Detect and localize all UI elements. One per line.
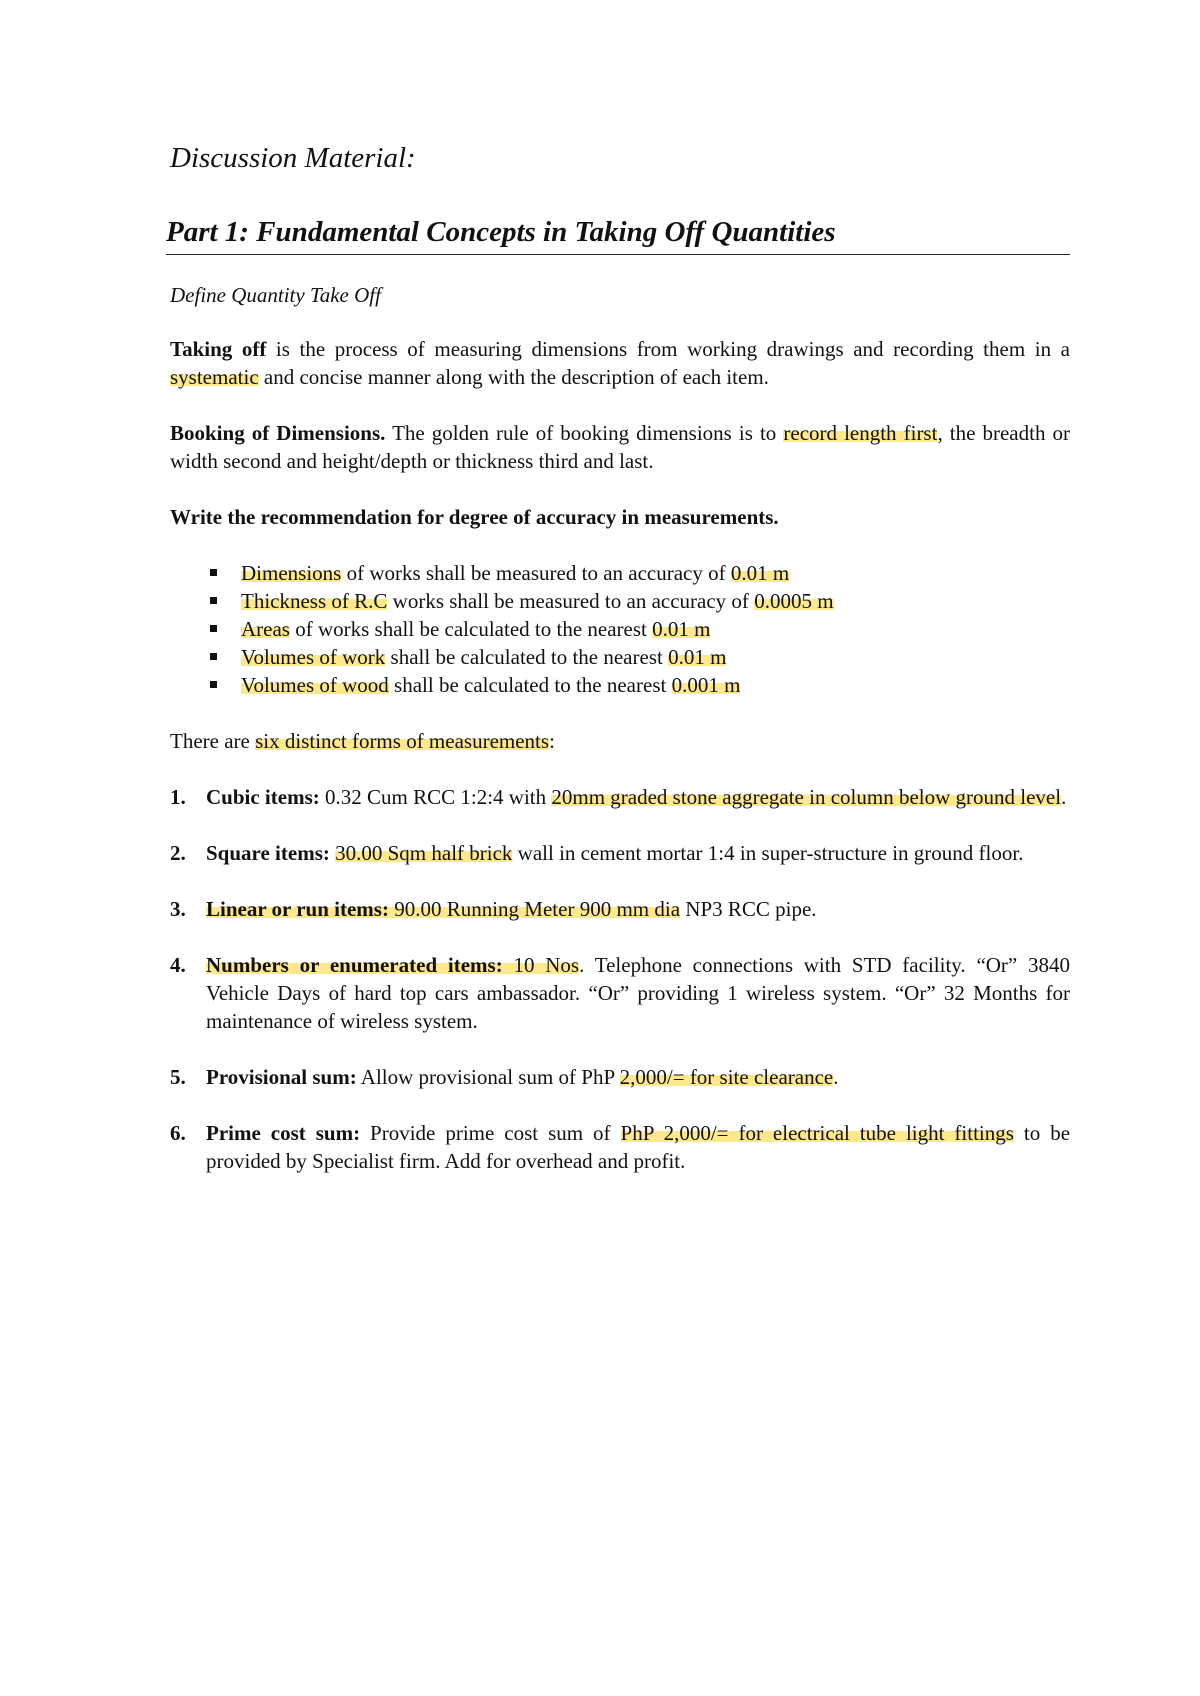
item-term: Square items: <box>206 841 330 865</box>
booking-text: The golden rule of booking dimensions is to <box>385 421 784 445</box>
highlight: 2,000/= for site clearance <box>619 1065 834 1089</box>
list-item <box>170 587 1070 615</box>
item-term: Linear or run items: <box>206 897 389 921</box>
highlight: 0.001 m <box>671 673 741 697</box>
highlight: Dimensions <box>241 561 342 585</box>
square-bullet-icon <box>210 569 217 576</box>
taking-off-text-end: and concise manner along with the description of each item. <box>258 365 769 389</box>
item-text: Provide prime cost sum of <box>360 1121 621 1145</box>
highlight: systematic <box>170 365 259 389</box>
highlight: 0.01 m <box>730 561 790 585</box>
item-text <box>503 953 514 977</box>
document-page <box>166 138 1071 1203</box>
forms-intro <box>170 727 1070 755</box>
highlight: six distinct forms of measurements <box>255 729 550 753</box>
item-text-end: to be provided by Specialist firm. Add for overhead and profit. <box>206 1121 1071 1173</box>
accuracy-heading: Write the recommendation for degree of accuracy in measurements. <box>170 505 779 529</box>
highlight: 30.00 Sqm half brick <box>335 841 513 865</box>
item-number: 4. <box>170 953 186 977</box>
highlight: Volumes of work <box>241 645 386 669</box>
document-label: Discussion Material: <box>170 142 416 174</box>
item-number: 6. <box>170 1121 186 1145</box>
item-text: shall be calculated to the nearest <box>388 673 672 697</box>
define-heading: Define Quantity Take Off <box>170 283 381 307</box>
item-text-end: . Telephone connections with STD facility. “Or” 3840 Vehicle Days of hard top cars ambassador. “Or” providing 1 wireless system. “Or” 32 Months for maintenance of wireless system. <box>206 953 1071 1033</box>
highlight: Areas <box>241 617 290 641</box>
item-text: works shall be measured to an accuracy of <box>387 589 755 613</box>
booking-paragraph <box>170 419 1070 475</box>
highlight: 90.00 Running Meter 900 mm dia <box>394 897 681 921</box>
item-number: 2. <box>170 841 186 865</box>
list-item <box>170 1119 1070 1175</box>
item-text-end: wall in cement mortar 1:4 in super-structure in ground floor. <box>512 841 1024 865</box>
list-item <box>170 559 1070 587</box>
highlight: 20mm graded stone aggregate in column below ground level <box>551 785 1062 809</box>
item-term: Cubic items: <box>206 785 320 809</box>
highlight: Volumes of wood <box>241 673 389 697</box>
list-item <box>170 671 1070 699</box>
accuracy-list <box>170 559 1070 699</box>
list-item <box>170 951 1070 1035</box>
highlight: 0.0005 m <box>754 589 834 613</box>
list-item <box>170 643 1070 671</box>
item-text-end: . <box>1061 785 1067 809</box>
square-bullet-icon <box>210 625 217 632</box>
list-item <box>170 783 1070 811</box>
list-item <box>170 839 1070 867</box>
square-bullet-icon <box>210 597 217 604</box>
highlight: record length first <box>783 421 938 445</box>
item-text: Allow provisional sum of PhP <box>356 1065 620 1089</box>
taking-off-paragraph <box>170 335 1070 391</box>
item-text: of works shall be calculated to the nearest <box>289 617 653 641</box>
highlight: PhP 2,000/= for electrical tube light fittings <box>620 1121 1014 1145</box>
item-text-end: . <box>833 1065 839 1089</box>
item-number: 3. <box>170 897 186 921</box>
part-title: Part 1: Fundamental Concepts in Taking Off Quantities <box>166 212 1070 255</box>
item-text: 0.32 Cum RCC 1:2:4 with <box>319 785 552 809</box>
taking-off-term: Taking off <box>170 337 267 361</box>
list-item <box>170 615 1070 643</box>
intro-text-end: : <box>549 729 555 753</box>
list-item <box>170 895 1070 923</box>
taking-off-text: is the process of measuring dimensions from working drawings and recording them in a <box>266 337 1070 361</box>
list-item <box>170 1063 1070 1091</box>
highlight: 10 Nos <box>513 953 580 977</box>
highlight: 0.01 m <box>652 617 711 641</box>
item-text: shall be calculated to the nearest <box>385 645 669 669</box>
item-number: 1. <box>170 785 186 809</box>
forms-list <box>170 783 1070 1175</box>
item-number: 5. <box>170 1065 186 1089</box>
item-term: Numbers or enumerated items: <box>206 953 503 977</box>
square-bullet-icon <box>210 681 217 688</box>
item-text: of works shall be measured to an accuracy of <box>341 561 731 585</box>
item-term: Provisional sum: <box>206 1065 357 1089</box>
highlight: Thickness of R.C <box>241 589 388 613</box>
item-term: Prime cost sum: <box>206 1121 361 1145</box>
item-text-end: NP3 RCC pipe. <box>680 897 817 921</box>
intro-text: There are <box>170 729 256 753</box>
booking-term: Booking of Dimensions. <box>170 421 386 445</box>
booking-text-end: , the breadth or width second and height/depth or thickness third and last. <box>170 421 1070 473</box>
highlight: 0.01 m <box>668 645 727 669</box>
square-bullet-icon <box>210 653 217 660</box>
